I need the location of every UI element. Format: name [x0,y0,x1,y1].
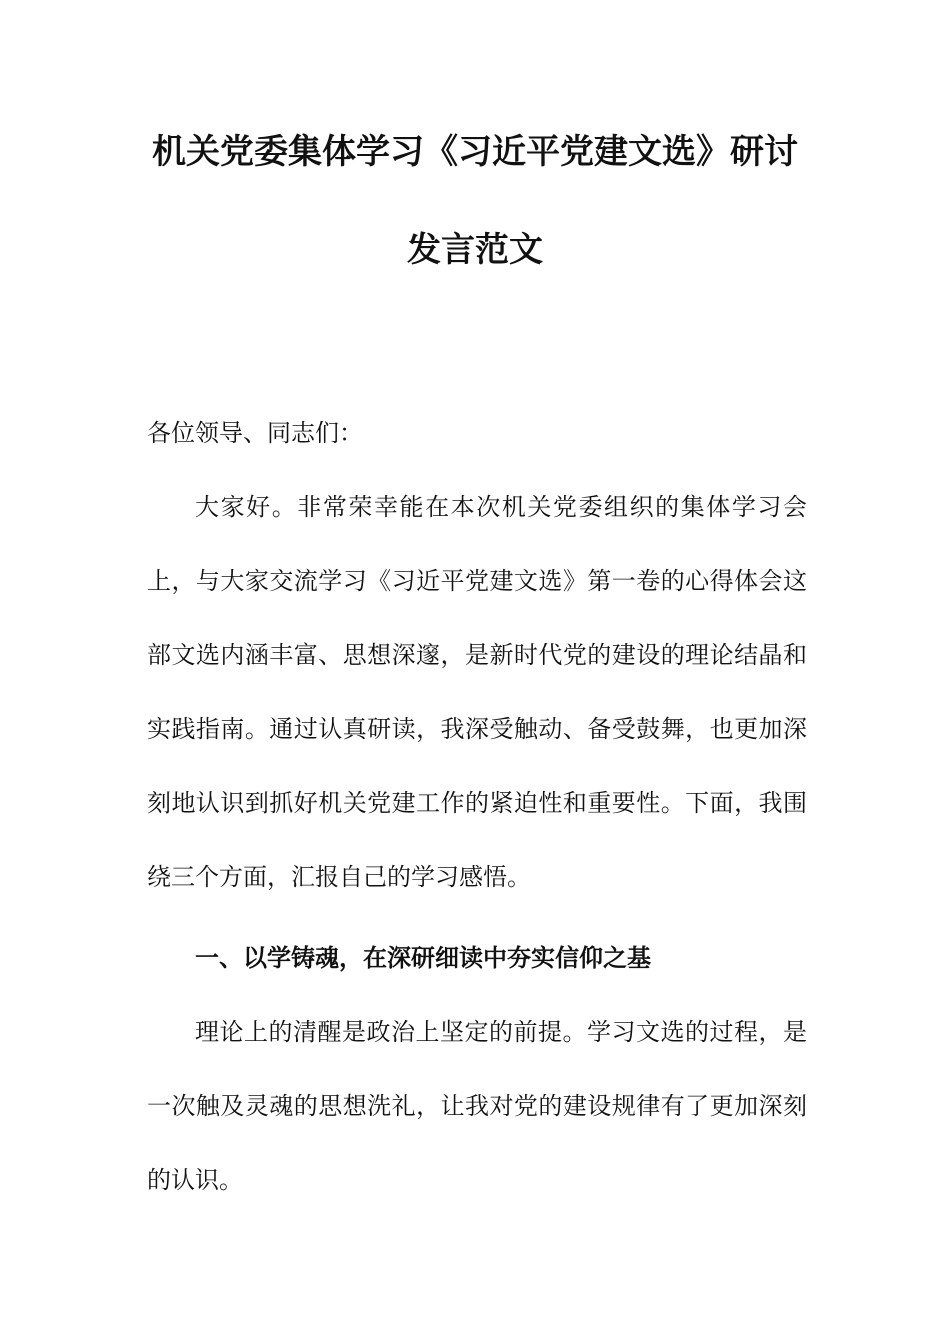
section-heading-1: 一、以学铸魂，在深研细读中夯实信仰之基 [195,944,651,972]
document-title-line-1: 机关党委集体学习《习近平党建文选》研讨 [152,132,798,172]
paragraph-section-1: 理论上的清醒是政治上坚定的前提。学习文选的过程，是一次触及灵魂的思想洗礼，让我对党的建设规律有了更加深刻的认识。 [147,1018,807,1194]
document-title-line-2: 发言范文 [407,230,543,270]
salutation: 各位领导、同志们： [147,419,363,447]
paragraph-intro: 大家好。非常荣幸能在本次机关党委组织的集体学习会上，与大家交流学习《习近平党建文选》第一卷的心得体会这部文选内涵丰富、思想深邃，是新时代党的建设的理论结晶和实践指南。通过认真研读，我深受触动、备受鼓舞，也更加深刻地认识到抓好机关党建工作的紧迫性和重要性。下面，我围绕三个方面，汇报自己的学习感悟。 [147,493,807,891]
